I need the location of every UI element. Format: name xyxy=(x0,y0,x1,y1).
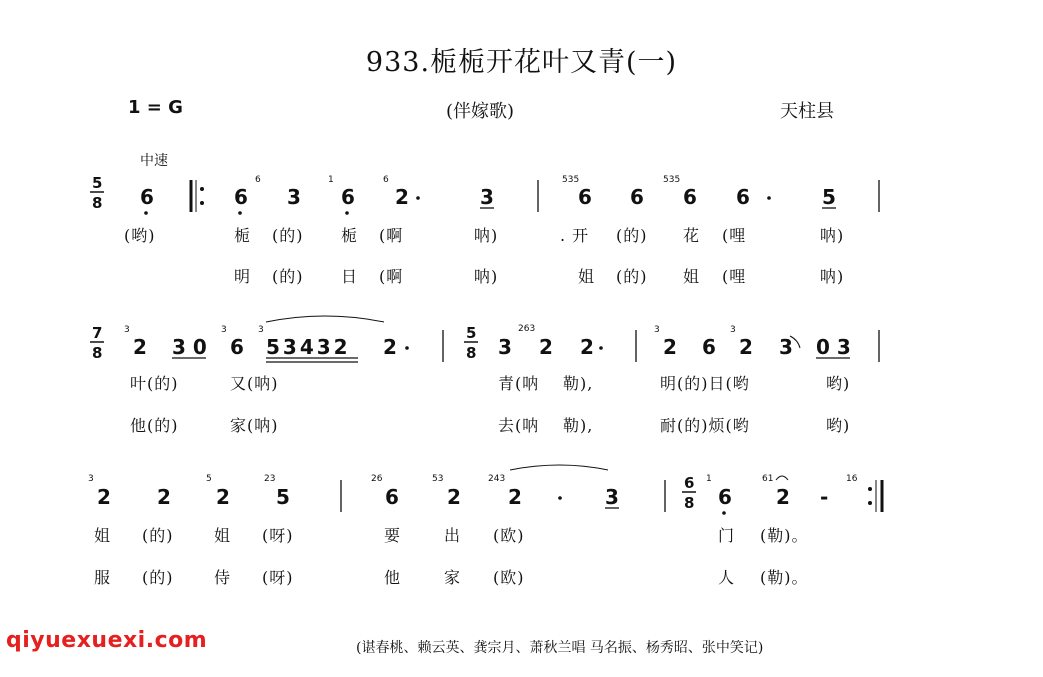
svg-text:人: 人 xyxy=(718,568,736,587)
lyrics-row-1 xyxy=(124,226,844,245)
svg-text:263: 263 xyxy=(518,324,536,334)
staff-notes-row-3 xyxy=(88,465,882,515)
key-signature: 1 = G xyxy=(128,97,183,118)
svg-text:(哟): (哟) xyxy=(124,226,156,245)
svg-text:家(呐): 家(呐) xyxy=(230,416,279,435)
note: 6 xyxy=(718,485,732,509)
svg-text:535: 535 xyxy=(562,175,580,185)
svg-text:23: 23 xyxy=(264,474,276,484)
note: 2 xyxy=(539,335,553,359)
svg-text:243: 243 xyxy=(488,474,506,484)
note: 2 xyxy=(580,335,594,359)
svg-text:姐: 姐 xyxy=(578,267,596,286)
svg-text:他(的): 他(的) xyxy=(130,416,179,435)
svg-text:明(的)日(哟: 明(的)日(哟 xyxy=(660,374,750,393)
svg-text:(的): (的) xyxy=(142,568,174,587)
note: 6 xyxy=(234,185,248,209)
svg-text:呐): 呐) xyxy=(820,267,845,286)
svg-text:去(呐: 去(呐 xyxy=(498,416,540,435)
svg-text:哟): 哟) xyxy=(826,416,851,435)
svg-text:3: 3 xyxy=(654,325,660,335)
staff-notes-row-1 xyxy=(140,175,879,215)
svg-text:61: 61 xyxy=(762,474,774,484)
svg-text:栀: 栀 xyxy=(341,226,359,245)
staff-notes-row-2 xyxy=(124,316,879,362)
svg-text:535: 535 xyxy=(663,175,681,185)
ts-numerator: 5 xyxy=(92,174,103,192)
lyrics-row-4 xyxy=(130,416,850,435)
note: 3 xyxy=(287,185,301,209)
svg-text:3: 3 xyxy=(258,325,264,335)
svg-text:叶(的): 叶(的) xyxy=(130,374,179,393)
note: 2 xyxy=(216,485,230,509)
ts-denominator: 8 xyxy=(92,194,103,212)
svg-text:3: 3 xyxy=(730,325,736,335)
svg-text:(的): (的) xyxy=(272,267,304,286)
note: 6 xyxy=(230,335,244,359)
svg-text:勒),: 勒), xyxy=(563,416,594,435)
time-signature xyxy=(90,324,104,362)
svg-text:耐(的)烦(哟: 耐(的)烦(哟 xyxy=(660,416,750,435)
svg-text:又(呐): 又(呐) xyxy=(230,374,279,393)
svg-text:勒),: 勒), xyxy=(563,374,594,393)
svg-text:8: 8 xyxy=(92,344,103,362)
note: 3 xyxy=(498,335,512,359)
svg-text:门: 门 xyxy=(718,526,736,545)
svg-text:(勒)。: (勒)。 xyxy=(760,568,809,587)
note: 5 xyxy=(822,185,836,209)
lyrics-row-6 xyxy=(94,568,809,587)
note: 6 xyxy=(385,485,399,509)
svg-text:(的): (的) xyxy=(272,226,304,245)
note: 5 xyxy=(276,485,290,509)
svg-text:1: 1 xyxy=(706,474,712,484)
svg-text:哟): 哟) xyxy=(826,374,851,393)
svg-text:(的): (的) xyxy=(616,226,648,245)
note: 53432 xyxy=(266,335,351,359)
svg-text:1: 1 xyxy=(328,175,334,185)
note: 3 0 xyxy=(172,335,207,359)
svg-text:青(呐: 青(呐 xyxy=(498,374,540,393)
svg-text:(啊: (啊 xyxy=(379,267,404,286)
svg-text:侍: 侍 xyxy=(214,568,232,587)
note: 2 xyxy=(663,335,677,359)
svg-text:3: 3 xyxy=(88,474,94,484)
note: 2 xyxy=(157,485,171,509)
svg-text:(欧): (欧) xyxy=(493,568,525,587)
svg-text:服: 服 xyxy=(94,568,112,587)
song-title: 933.栀栀开花叶又青(一) xyxy=(365,47,678,78)
svg-text:(欧): (欧) xyxy=(493,526,525,545)
svg-text:(的): (的) xyxy=(616,267,648,286)
svg-text:16: 16 xyxy=(846,474,858,484)
svg-text:姐: 姐 xyxy=(683,267,701,286)
note: 3 xyxy=(779,335,793,359)
note: - xyxy=(820,485,829,509)
site-watermark: qiyuexuexi.com xyxy=(6,628,208,653)
svg-text:6: 6 xyxy=(255,175,261,185)
note: 2 xyxy=(133,335,147,359)
svg-text:26: 26 xyxy=(371,474,383,484)
lyrics-row-5 xyxy=(94,526,809,545)
svg-text:呐): 呐) xyxy=(820,226,845,245)
svg-text:(勒)。: (勒)。 xyxy=(760,526,809,545)
svg-text:(哩: (哩 xyxy=(722,226,747,245)
svg-text:6: 6 xyxy=(684,474,695,492)
svg-text:姐: 姐 xyxy=(94,526,112,545)
song-origin: 天柱县 xyxy=(780,101,834,122)
svg-text:姐: 姐 xyxy=(214,526,232,545)
note: 2 xyxy=(447,485,461,509)
svg-text:日: 日 xyxy=(341,267,359,286)
note: 6 xyxy=(630,185,644,209)
svg-text:(的): (的) xyxy=(142,526,174,545)
svg-text:3: 3 xyxy=(221,325,227,335)
svg-text:3: 3 xyxy=(124,325,130,335)
lyrics-row-2 xyxy=(234,267,844,286)
svg-text:明: 明 xyxy=(234,267,252,286)
svg-text:呐): 呐) xyxy=(474,267,499,286)
svg-text:花: 花 xyxy=(683,226,701,245)
lyrics-row-3 xyxy=(130,374,850,393)
note: 2 xyxy=(776,485,790,509)
svg-text:53: 53 xyxy=(432,474,444,484)
note: 2 xyxy=(97,485,111,509)
svg-text:他: 他 xyxy=(384,568,402,587)
note: 2 xyxy=(383,335,397,359)
svg-text:5: 5 xyxy=(466,324,477,342)
note: 3 xyxy=(605,485,619,509)
svg-text:7: 7 xyxy=(92,324,103,342)
note: 3 xyxy=(480,185,494,209)
svg-text:5: 5 xyxy=(206,474,212,484)
svg-text:出: 出 xyxy=(444,526,462,545)
svg-text:要: 要 xyxy=(384,526,402,545)
svg-text:栀: 栀 xyxy=(234,226,252,245)
svg-text:6: 6 xyxy=(383,175,389,185)
note: 6 xyxy=(702,335,716,359)
song-genre: (伴嫁歌) xyxy=(446,101,515,122)
note: 2 xyxy=(508,485,522,509)
note: 6 xyxy=(341,185,355,209)
time-signature xyxy=(90,174,104,212)
note: 6 xyxy=(578,185,592,209)
svg-text:8: 8 xyxy=(466,344,477,362)
tempo-marking: 中速 xyxy=(140,153,168,169)
svg-text:家: 家 xyxy=(444,568,462,587)
note: 0 3 xyxy=(816,335,851,359)
note: 2 xyxy=(739,335,753,359)
svg-text:. 开: . 开 xyxy=(560,226,590,245)
note: 6 xyxy=(736,185,750,209)
svg-text:呐): 呐) xyxy=(474,226,499,245)
svg-text:(呀): (呀) xyxy=(262,526,294,545)
svg-text:8: 8 xyxy=(684,494,695,512)
note: 6 xyxy=(683,185,697,209)
performer-credits: (谌春桃、赖云英、龚宗月、萧秋兰唱 马名振、杨秀昭、张中笑记) xyxy=(356,640,764,656)
svg-text:(呀): (呀) xyxy=(262,568,294,587)
note: 2 xyxy=(395,185,409,209)
note: 6 xyxy=(140,185,154,209)
svg-text:(哩: (哩 xyxy=(722,267,747,286)
svg-text:(啊: (啊 xyxy=(379,226,404,245)
